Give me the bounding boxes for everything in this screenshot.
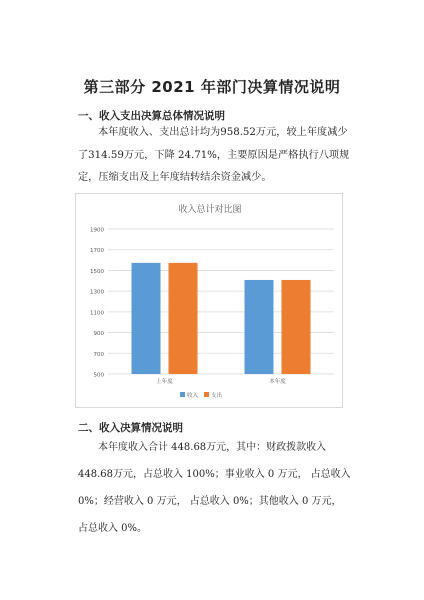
x-tick-label: 上年度 (156, 379, 173, 385)
page-title: 第三部分 2021 年部门决算情况说明 (83, 78, 341, 96)
y-tick-label: 1500 (90, 268, 104, 275)
y-tick-label: 500 (93, 372, 104, 379)
legend-swatch-支出 (204, 392, 209, 397)
y-tick-label: 1300 (90, 289, 104, 296)
legend-label: 支出 (211, 393, 223, 399)
legend-label: 收入 (187, 393, 199, 399)
section1-heading: 一、收入支出决算总体情况说明 (78, 110, 225, 122)
bar-支出-上年度 (169, 263, 198, 374)
chart-title: 收入总计对比图 (178, 205, 242, 215)
section1-paragraph: 本年度收入、支出总计均为958.52万元，较上年度减少了314.59万元，下降 24.71%，主要原因是严格执行八项规定，压缩支出及上年度结转结余资金减少。 (78, 127, 350, 183)
legend-swatch-收入 (180, 392, 185, 397)
bar-收入-上年度 (132, 263, 161, 374)
x-tick-label: 本年度 (269, 379, 286, 385)
income-expense-chart (75, 193, 343, 408)
section2-heading: 二、收入决算情况说明 (78, 422, 183, 434)
y-tick-label: 1900 (90, 227, 104, 234)
y-tick-label: 1100 (90, 310, 104, 317)
chart-canvas (76, 194, 344, 409)
section2-paragraph: 本年度收入合计 448.68万元，其中：财政拨款收入 448.68万元，占总收入 100%；事业收入 0 万元， 占总收入 0%；经营收入 0 万元， 占总收入 0%；其他收入 0 万元， 占总收入 0%。 (78, 442, 351, 534)
bar-收入-本年度 (245, 280, 274, 374)
y-tick-label: 900 (93, 331, 104, 338)
bar-支出-本年度 (282, 280, 311, 374)
y-tick-label: 700 (93, 351, 104, 358)
y-tick-label: 1700 (90, 248, 104, 255)
